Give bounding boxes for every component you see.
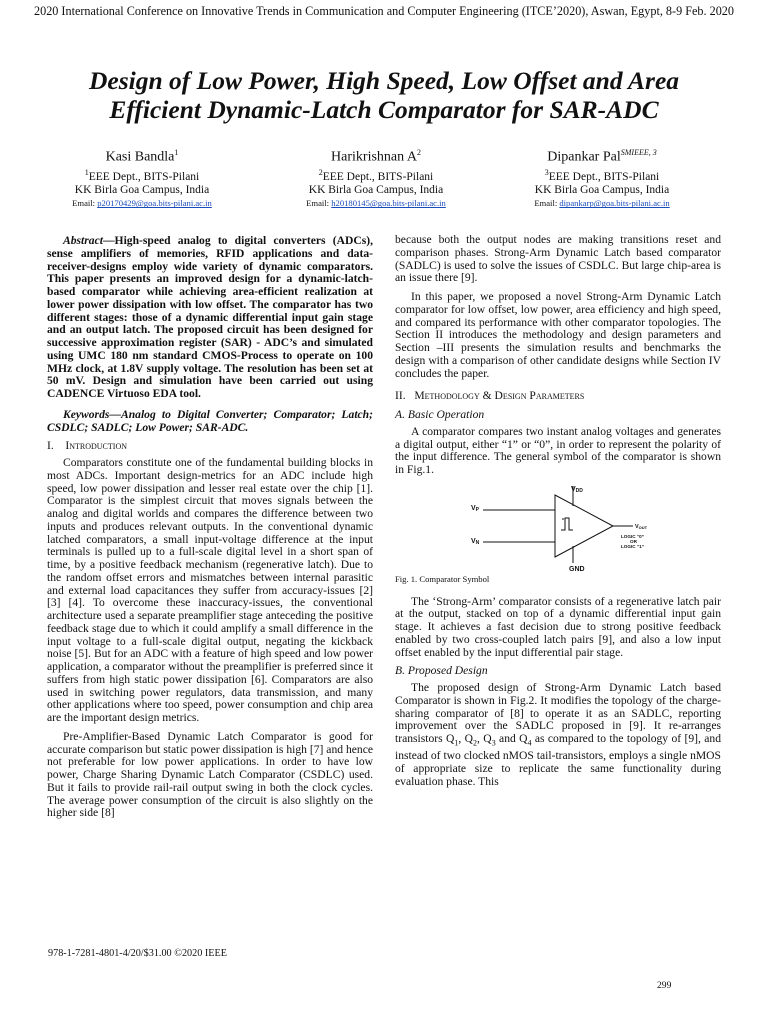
logic1-label: LOGIC “1”: [621, 543, 644, 549]
author-campus: KK Birla Goa Campus, India: [308, 184, 444, 197]
vn-label: VN: [471, 537, 480, 546]
gnd-label: GND: [569, 565, 585, 573]
intro-paragraph-2: Pre-Amplifier-Based Dynamic Latch Comparator is good for accurate comparison but static power dissipation is high [7] and hence not preferable for low power applications. In order to have low power, Charge Sharing Dynamic Latch Comparator (CSDLC) used. But it fails to provide rail-rail output swing in both the clock cycles. The average power consumption of the circuit is also slightly on the higher side [8]: [47, 729, 373, 820]
figure-1-caption: Fig. 1. Comparator Symbol: [395, 573, 490, 584]
section-title: Methodology & Design Parameters: [414, 389, 585, 403]
author-1: [32, 144, 252, 209]
author-campus: KK Birla Goa Campus, India: [534, 184, 670, 197]
abstract: [47, 235, 373, 401]
basic-operation-paragraph: A comparator compares two instant analog voltages and generates a digital output, either “1” or “0”, in order to represent the polarity of the input difference. The general symbol of the comparator is shown in Fig.1.: [395, 424, 721, 476]
author-name: Harikrishnan A: [331, 149, 417, 165]
right-paragraph-2: In this paper, we proposed a novel Strong-Arm Dynamic Latch comparator for low offset, low power, area efficiency and high speed, and compared its performance with other comparator topologies. The Section II introduces the methodology and design parameters and Section –III presents the simulation results and benchmarks the design with a comparison of other candidate designs while Section IV concludes the paper.: [395, 290, 721, 380]
author-sup: 1: [174, 148, 179, 157]
email-label: Email:: [534, 198, 560, 209]
aff-sup: 1: [84, 167, 89, 177]
author-email-link[interactable]: h20180145@goa.bits-pilani.ac.in: [331, 198, 446, 209]
aff-sup: 3: [544, 167, 549, 177]
abstract-text: —High-speed analog to digital converters (ADCs), sense amplifiers of memories, RFID applications and data-receiver-designs employ wide variety of dynamic comparators. This paper presents an improved design for a dynamic-latch-based comparator while achieving area-efficient realization at lower power dissipation with low offset. The comparator has two different stages: those of a dynamic differential input gain stage and an output latch. The proposed circuit has been designed for successive approximation register (SAR) - ADC’s and simulated using UMC 180 nm standard CMOS-Process to operate on 100 MHz clock, at 1.8V supply voltage. The resolution has been set at 50 mV. Design and simulation have been carried out using CADENCE Virtuoso EDA tool.: [47, 234, 373, 400]
author-sup: SMIEEE, 3: [620, 148, 657, 157]
logic0-label: LOGIC “0”: [621, 533, 644, 539]
section-number: I.: [47, 439, 54, 453]
subsection-proposed-design: B. Proposed Design: [395, 664, 488, 678]
intro-paragraph-1: Comparators constitute one of the fundamental building blocks in most ADCs. Important design-metrics for an ADC include high speed, low power dissipation and lesser real estate over the chip [1]. Comparator is the simplest circuit that moves signals between the analog and digital worlds and compares the difference between two inputs and produces relevant outputs. In the conventional dynamic latched comparators, a small input-voltage difference at the input terminals is pulled up to a full-scale digital level in a short span of time, by a positive feedback mechanism (regenerative latch). Due to the random offset errors and mismatches between internal parasitic and external load capacitances they suffer from accuracy-issues [2] [3] [4]. To overcome these inaccuracy-issues, the conventional architecture used a separate preamplifier stage anteceding the positive feedback stage due to which it could amplify a small difference in the input voltage to a full-scale digital output, negating the kickback noise [5]. But for an ADC with a feature of high speed and low power application, a comparator without the preamplifier is preferred since it suffers from high static power dissipation [6]. Comparators are also used in switching power regulators, data transmission, and many other applications where too speed, power consumption and chip area are the important design metrics.: [47, 456, 373, 724]
copyright-footer: 978-1-7281-4801-4/20/$31.00 ©2020 IEEE: [48, 948, 227, 959]
vout-label: VOUT: [635, 523, 648, 530]
email-label: Email:: [306, 198, 332, 209]
title-line-2: Efficient Dynamic-Latch Comparator for SAR-ADC: [109, 95, 659, 124]
section-heading-introduction: [47, 440, 373, 453]
strong-arm-paragraph: The ‘Strong-Arm’ comparator consists of a regenerative latch pair at the output, stacked on top of a dynamic differential input gain stage. It achieves a fast decision due to strong positive feedback enabled by two cross-coupled latch pairs [9], and also a low input offset enabled by the input differential pair stage.: [395, 594, 721, 659]
or-label: OR: [630, 538, 637, 544]
aff-sup: 2: [318, 167, 323, 177]
section-title: Introduction: [65, 439, 127, 453]
author-3: [492, 144, 712, 209]
author-name: Dipankar Pal: [547, 149, 621, 165]
keywords: Keywords—Analog to Digital Converter; Comparator; Latch; CSDLC; SADLC; Low Power; SAR-ADC.: [47, 407, 373, 434]
comparator-symbol-figure: [395, 483, 721, 573]
author-dept: EEE Dept., BITS-Pilani: [322, 170, 434, 183]
subsection-basic-operation: A. Basic Operation: [395, 408, 485, 421]
left-column: [47, 235, 373, 820]
vp-label: VP: [471, 504, 480, 513]
section-number: II.: [395, 389, 406, 403]
proposed-design-paragraph: The proposed design of Strong-Arm Dynamic Latch based Comparator is shown in Fig.2. It modifies the topology of the charge-sharing comparator of [8] to operate it as an SADLC, reporting improvement over the SADLC proposed in [9]. It re-arranges transistors $Q_1$, $Q_2$, $Q_3$ and $Q_4$ as compared to the topology of [9], and instead of two clocked nMOS tail-transistors, employs a single nMOS of appropriate size to replicate the same functionality during evaluation phase. This: [395, 681, 722, 788]
right-column: [395, 234, 721, 788]
conference-header: 2020 International Conference on Innovative Trends in Communication and Computer Engineering (ITCE’2020), Aswan, Egypt, 8-9 Feb. 2020: [34, 4, 734, 18]
comparator-triangle: [555, 495, 613, 557]
right-paragraph-1: because both the output nodes are making transitions reset and comparison phases. Strong-Arm Dynamic Latch based comparator (SADLC) is used to solve the issues of CSDLC. But large chip-area is an issue there [9].: [395, 233, 721, 285]
author-name: Kasi Bandla: [105, 149, 175, 165]
author-dept: EEE Dept., BITS-Pilani: [548, 170, 660, 183]
author-dept: EEE Dept., BITS-Pilani: [88, 170, 200, 183]
author-campus: KK Birla Goa Campus, India: [74, 184, 210, 197]
title-line-1: Design of Low Power, High Speed, Low Offset and Area: [88, 66, 680, 95]
author-email-link[interactable]: dipankarp@goa.bits-pilani.ac.in: [559, 198, 670, 209]
author-2: [266, 144, 486, 209]
section-heading-methodology: [395, 390, 721, 403]
paper-title: [20, 66, 748, 124]
vdd-label: VDD: [571, 485, 583, 494]
author-email-link[interactable]: p20170429@goa.bits-pilani.ac.in: [97, 198, 212, 209]
page-number: 299: [657, 980, 672, 991]
author-sup: 2: [416, 148, 421, 157]
email-label: Email:: [72, 198, 98, 209]
abstract-lead: Abstract: [63, 234, 103, 247]
comparator-symbol-diagram: [395, 483, 721, 573]
